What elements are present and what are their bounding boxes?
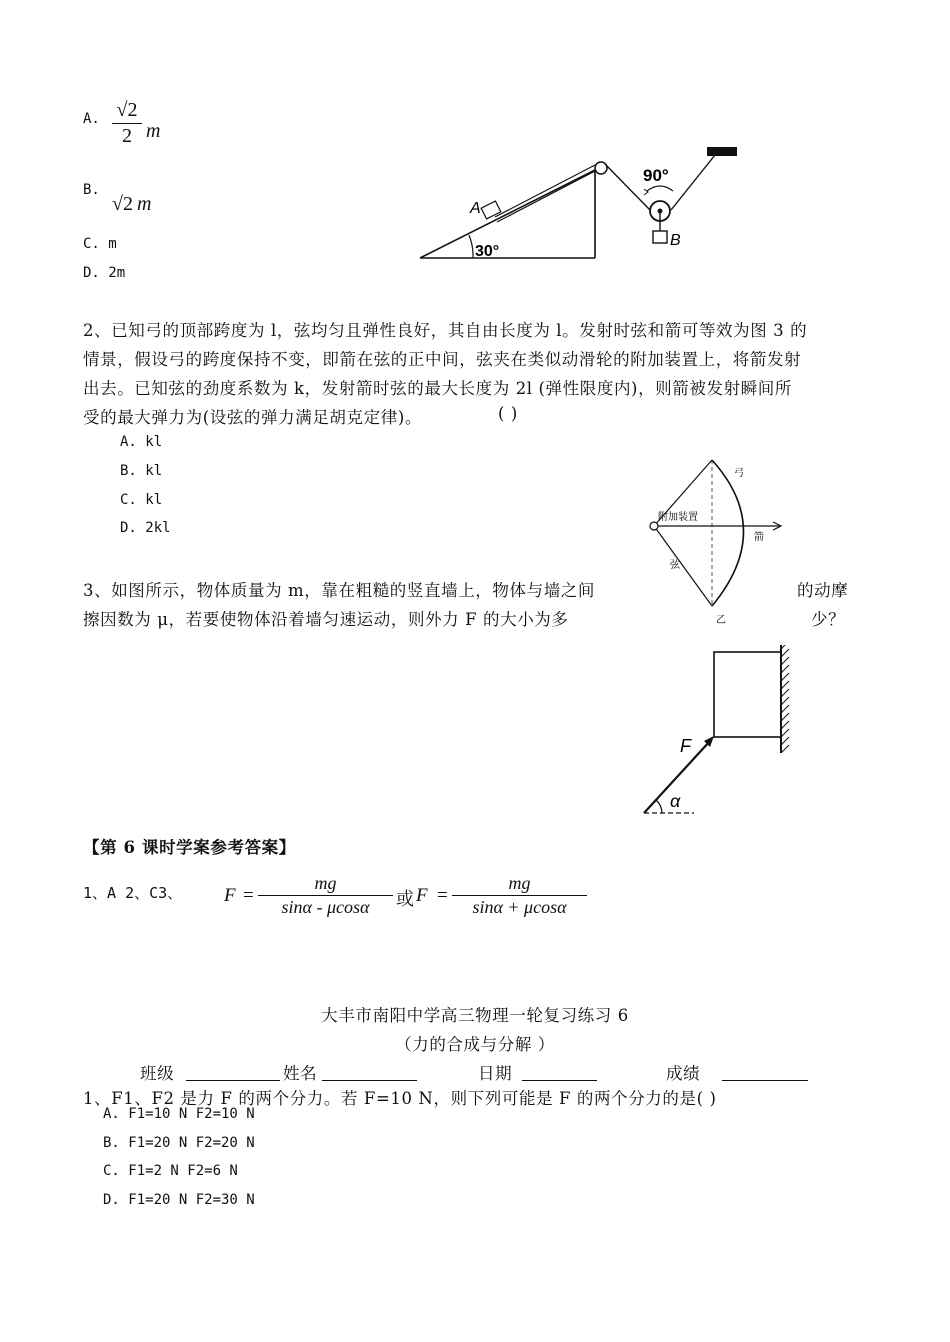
q1-option-a-fraction bbox=[112, 98, 142, 149]
answer-equals-1: = bbox=[243, 885, 254, 906]
date-field[interactable] bbox=[522, 1064, 597, 1081]
q1-option-d: D. 2m bbox=[83, 265, 126, 281]
practice-q1-option-d: D. F1=20 N F2=30 N bbox=[103, 1192, 255, 1208]
answer-denominator-2: sinα + μcosα bbox=[472, 897, 567, 917]
q2-line-1: 2、已知弓的顶部跨度为 l，弦均匀且弹性良好，其自由长度为 l。发射时弦和箭可等效为图 3 的 bbox=[83, 321, 808, 340]
answer-fraction-2 bbox=[452, 872, 587, 919]
class-field[interactable] bbox=[186, 1064, 280, 1081]
answer-or: 或 bbox=[396, 889, 414, 910]
answer-force-symbol: F bbox=[224, 885, 236, 906]
name-field[interactable] bbox=[322, 1064, 417, 1081]
q2-option-d: D. 2kl bbox=[120, 520, 171, 536]
answer-fraction-1 bbox=[258, 872, 393, 919]
q1-option-a-label: A. bbox=[83, 111, 100, 127]
answer-denominator-1: sinα - μcosα bbox=[281, 897, 370, 917]
q3-line-2-end: 少？ bbox=[811, 610, 846, 629]
q2-option-c: C. kl bbox=[120, 492, 163, 508]
q1-option-b-label: B. bbox=[83, 182, 100, 198]
answer-numerator-1: mg bbox=[314, 873, 337, 893]
bow-arrow-figure bbox=[640, 440, 800, 630]
fig1-angle-30: 30° bbox=[475, 243, 500, 260]
practice-q1-option-c: C. F1=2 N F2=6 N bbox=[103, 1163, 238, 1179]
q3-line-1: 3、如图所示，物体质量为 m，靠在粗糙的竖直墙上，物体与墙之间 bbox=[83, 581, 595, 600]
q2-option-b: B. kl bbox=[120, 463, 163, 479]
q1-option-b-unit: m bbox=[137, 193, 152, 215]
wall-block-figure bbox=[630, 645, 800, 820]
fig2-label-arrow: 箭 bbox=[754, 532, 764, 543]
q1-option-a-denominator: 2 bbox=[122, 125, 132, 147]
practice-q1: 1、F1、F2 是力 F 的两个分力。若 F=10 N，则下列可能是 F 的两个分力的是( ) bbox=[83, 1089, 717, 1108]
name-label: 姓名 bbox=[283, 1064, 318, 1083]
q1-option-b-value: √2 bbox=[112, 193, 133, 215]
q2-answer-paren: ( ) bbox=[498, 404, 518, 423]
ceiling-block bbox=[707, 147, 737, 156]
practice-subtitle: （力的合成与分解 ） bbox=[395, 1035, 555, 1054]
date-label: 日期 bbox=[478, 1064, 513, 1083]
fig1-label-b: B bbox=[670, 232, 681, 249]
answers-heading: 【第 6 课时学案参考答案】 bbox=[83, 838, 296, 857]
q2-line-3: 出去。已知弦的劲度系数为 k，发射箭时弦的最大长度为 2l (弹性限度内)，则箭被发射瞬间所 bbox=[83, 379, 792, 398]
fig1-angle-90: 90° bbox=[643, 166, 669, 185]
q2-option-a: A. kl bbox=[120, 434, 163, 450]
score-label: 成绩 bbox=[666, 1064, 701, 1083]
practice-q1-option-b: B. F1=20 N F2=20 N bbox=[103, 1135, 255, 1151]
q3-line-1-end: 的动摩 bbox=[797, 581, 849, 600]
answer-force-symbol-2: F bbox=[416, 885, 428, 906]
fig2-label-bow: 弓 bbox=[734, 468, 744, 479]
q2-line-4: 受的最大弹力为(设弦的弹力满足胡克定律)。 bbox=[83, 408, 422, 427]
answers-prefix: 1、A 2、C3、 bbox=[83, 884, 183, 902]
fig2-label-string: 弦 bbox=[670, 560, 680, 571]
fig3-label-f: F bbox=[680, 736, 691, 756]
q1-option-a-numerator: √2 bbox=[116, 99, 138, 121]
fig2-label-device: 附加装置 bbox=[658, 512, 698, 523]
incline-pulley-figure bbox=[415, 135, 750, 265]
answer-equals-2: = bbox=[437, 885, 448, 906]
fig3-label-alpha: α bbox=[670, 791, 681, 811]
class-label: 班级 bbox=[140, 1064, 175, 1083]
practice-q1-option-a: A. F1=10 N F2=10 N bbox=[103, 1106, 255, 1122]
fig2-label-yi: 乙 bbox=[716, 615, 726, 626]
q2-line-2: 情景，假设弓的跨度保持不变，即箭在弦的正中间，弦夹在类似动滑轮的附加装置上，将箭发射 bbox=[83, 350, 802, 369]
q1-option-c: C. m bbox=[83, 236, 117, 252]
q1-option-a-unit: m bbox=[146, 120, 161, 142]
fig1-label-a: A bbox=[470, 200, 481, 217]
answer-numerator-2: mg bbox=[508, 873, 531, 893]
score-field[interactable] bbox=[722, 1064, 808, 1081]
q3-line-2: 擦因数为 μ，若要使物体沿着墙匀速运动，则外力 F 的大小为多 bbox=[83, 610, 569, 629]
practice-title: 大丰市南阳中学高三物理一轮复习练习 6 bbox=[321, 1006, 629, 1025]
